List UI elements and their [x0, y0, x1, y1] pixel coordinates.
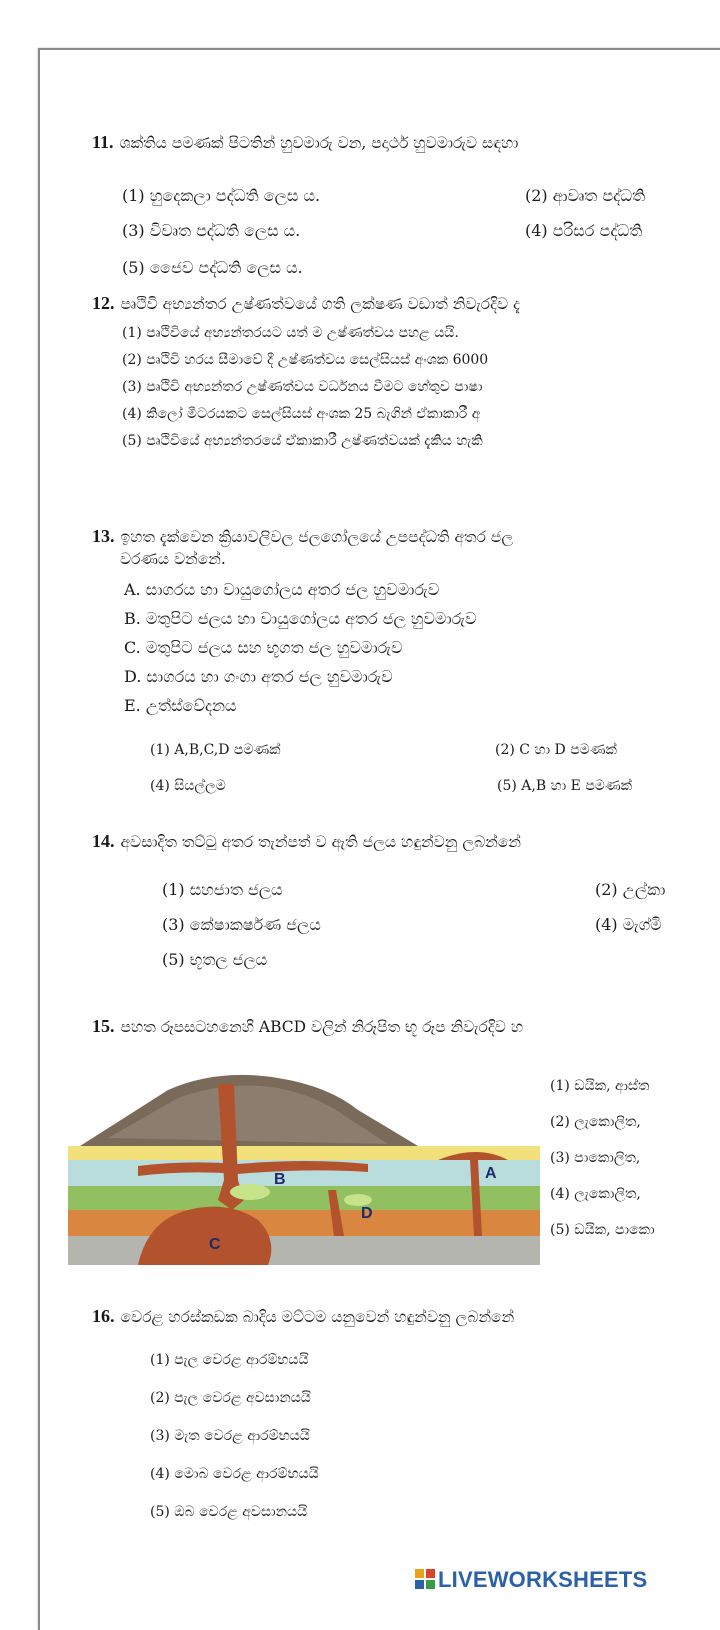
question-text: ශක්තිය පමණක් පිටතින් හුවමාරු වන, පදාර්ථ හුවමාරුව සඳහා	[119, 134, 519, 152]
question-text: පහත රූපසටහනෙහි ABCD වලින් නිරූපිත භූ රූප නිවැරදිව හ	[120, 1018, 524, 1036]
question-12	[92, 293, 520, 314]
question-15	[92, 1016, 523, 1037]
label-d: D	[361, 1205, 373, 1222]
option-1: (1) පැල වෙරළ ආරම්භයයි	[150, 1352, 309, 1368]
option-3: (3) කේෂාකර්ෂණ ජලය	[162, 915, 321, 934]
statement-a: A. සාගරය හා වායුගෝලය අතර ජල හුවමාරුව	[124, 580, 440, 599]
option-1: (1) A,B,C,D පමණක්	[150, 742, 281, 758]
statement-b: B. මතුපිට ජලය හා වායුගෝලය අතර ජල හුවමාරුව	[124, 609, 477, 628]
worksheet-page	[38, 48, 720, 1630]
option-5: (5) ඩයික, පාකො	[550, 1222, 655, 1238]
option-2: (2) ලැකොලිත,	[550, 1114, 641, 1130]
option-2: (2) පෘථිවි හරය සීමාවේ දී උෂ්ණත්වය සෙල්සියස් අංශක 6000	[122, 352, 489, 368]
option-4: (4) ලැකොලිත,	[550, 1186, 641, 1202]
liveworksheets-icon	[415, 1569, 435, 1589]
question-14	[92, 831, 521, 852]
option-3: (3) විවෘත පද්ධති ලෙස ය.	[122, 221, 301, 240]
brand-name: LIVEWORKSHEETS	[438, 1567, 648, 1592]
question-text-continued: වරණය වන්නේ.	[120, 550, 226, 568]
question-text: අවසාදිත තට්ටු අතර තැන්පත් ව ඇති ජලය හඳුන්වනු ලබන්නේ	[120, 833, 521, 851]
statement-d: D. සාගරය හා ගංගා අතර ජල හුවමාරුව	[124, 667, 393, 686]
question-text: පෘථිවි අභ්‍යන්තර උෂ්ණත්වයේ ගති ලක්ෂණ වඩාත් නිවැරදිව දැ	[120, 295, 520, 313]
option-4: (4) මැග්මි	[595, 915, 662, 934]
question-text: වෙරළ හරස්කඩක බාදිය මට්ටම යනුවෙන් හඳුන්වනු ලබන්නේ	[120, 1308, 515, 1326]
option-3: (3) පාකොලිත,	[550, 1150, 641, 1166]
option-1: (1) පෘථිවියේ අභ්‍යන්තරයට යත් ම උෂ්ණත්වය පහළ යයි.	[122, 325, 459, 341]
option-4: (4) සියල්ලම	[150, 778, 226, 794]
question-number: 14.	[92, 831, 115, 851]
option-5: (5) ජෛව පද්ධති ලෙස ය.	[122, 258, 303, 277]
option-2: (2) C හා D පමණක්	[495, 742, 617, 758]
option-4: (4) කිලෝ මීටරයකට සෙල්සියස් අංශක 25 බැගින් ඒකාකාරී අ	[122, 406, 481, 422]
liveworksheets-logo[interactable]	[415, 1567, 647, 1593]
question-number: 12.	[92, 293, 115, 313]
question-number: 11.	[92, 132, 114, 152]
label-b: B	[274, 1171, 286, 1188]
question-13	[92, 526, 513, 547]
label-a: A	[485, 1165, 497, 1182]
option-3: (3) පෘථිවි අභ්‍යන්තර උෂ්ණත්වය වර්ධනය වීමට හේතුව පාෂා	[122, 379, 483, 395]
option-4: (4) මොබ වෙරළ ආරම්භයයි	[150, 1466, 319, 1482]
option-4: (4) පරිසර පද්ධති	[525, 221, 643, 240]
question-text: ඉහත දැක්වෙන ක්‍රියාවලිවල ජලගෝලයේ උපපද්ධති අතර ජල	[120, 528, 514, 546]
question-11	[92, 132, 518, 153]
option-2: (2) උල්කා	[595, 880, 666, 899]
option-5: (5) ඔබ වෙරළ අවසානයයි	[150, 1504, 308, 1520]
option-3: (3) මැත වෙරළ ආරම්භයයි	[150, 1428, 310, 1444]
question-number: 15.	[92, 1016, 115, 1036]
question-16	[92, 1306, 514, 1327]
label-c: C	[209, 1236, 221, 1253]
option-5: (5) A,B හා E පමණක්	[497, 778, 632, 794]
statement-e: E. උත්ස්වේදනය	[124, 696, 237, 715]
statement-c: C. මතුපිට ජලය සහ භූගත ජල හුවමාරුව	[124, 638, 403, 657]
question-number: 16.	[92, 1306, 115, 1326]
question-number: 13.	[92, 526, 115, 546]
option-5: (5) භූතල ජලය	[162, 950, 268, 969]
geology-cross-section-diagram	[68, 1060, 540, 1265]
option-1: (1) සහජාත ජලය	[162, 880, 283, 899]
option-1: (1) හුදෙකලා පද්ධති ලෙස ය.	[122, 186, 321, 205]
option-1: (1) ඩයික, ආස්ත	[550, 1078, 650, 1094]
option-2: (2) ආවෘත පද්ධති	[525, 186, 646, 205]
option-2: (2) පැල වෙරළ අවසානයයි	[150, 1390, 311, 1406]
option-5: (5) පෘථිවියේ අභ්‍යන්තරයේ ඒකාකාරී උෂ්ණත්වයක් දැකිය හැකි	[122, 433, 483, 449]
